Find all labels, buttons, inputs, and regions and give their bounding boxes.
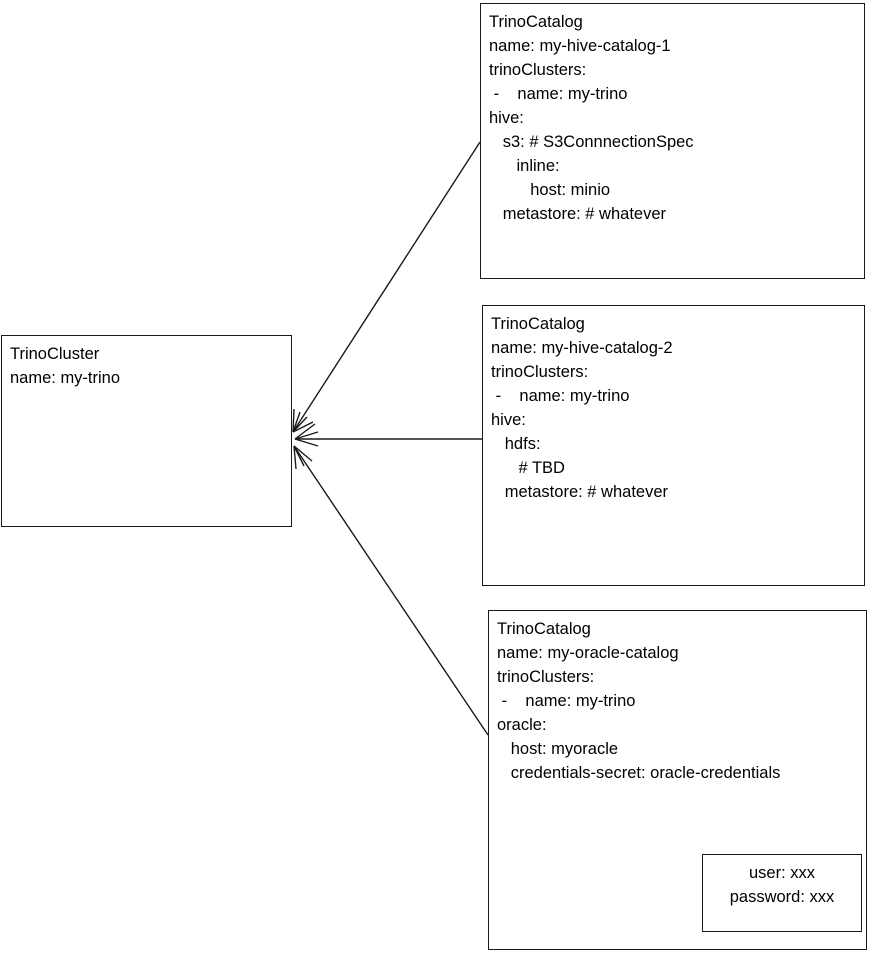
node-oracle-credentials-secret[interactable] <box>702 854 862 932</box>
node-line: trinoClusters: <box>497 668 595 686</box>
node-line: - name: my-trino <box>491 387 630 405</box>
node-line: TrinoCluster <box>10 345 100 363</box>
node-line: name: my-oracle-catalog <box>497 644 679 662</box>
node-line: credentials-secret: oracle-credentials <box>497 764 781 782</box>
node-line: TrinoCatalog <box>489 13 583 31</box>
edge-catalog-hive-1-to-cluster <box>293 142 480 432</box>
secret-line: password: xxx <box>729 888 835 906</box>
node-line: metastore: # whatever <box>489 205 666 223</box>
node-catalog-hive-2[interactable] <box>482 305 865 586</box>
node-line: name: my-hive-catalog-2 <box>491 339 673 357</box>
node-line: oracle: <box>497 716 547 734</box>
node-catalog-hive-1[interactable] <box>480 3 865 279</box>
node-line: TrinoCatalog <box>491 315 585 333</box>
node-trino-cluster[interactable] <box>1 335 292 527</box>
node-line: TrinoCatalog <box>497 620 591 638</box>
node-line: - name: my-trino <box>497 692 636 710</box>
node-line: s3: # S3ConnnectionSpec <box>489 133 694 151</box>
node-line: host: myoracle <box>497 740 619 758</box>
node-line: hive: <box>489 109 524 127</box>
node-line: trinoClusters: <box>491 363 589 381</box>
node-line: host: minio <box>489 181 611 199</box>
node-line: # TBD <box>491 459 565 477</box>
node-line: - name: my-trino <box>489 85 628 103</box>
node-line: trinoClusters: <box>489 61 587 79</box>
edge-catalog-oracle-to-cluster <box>294 446 488 735</box>
node-line: name: my-trino <box>10 369 121 387</box>
node-line: hive: <box>491 411 526 429</box>
edge-catalog-hive-2-to-cluster <box>295 424 482 446</box>
node-line: metastore: # whatever <box>491 483 668 501</box>
secret-line: user: xxx <box>748 864 816 882</box>
node-line: hdfs: <box>491 435 541 453</box>
node-line: name: my-hive-catalog-1 <box>489 37 671 55</box>
node-line: inline: <box>489 157 560 175</box>
